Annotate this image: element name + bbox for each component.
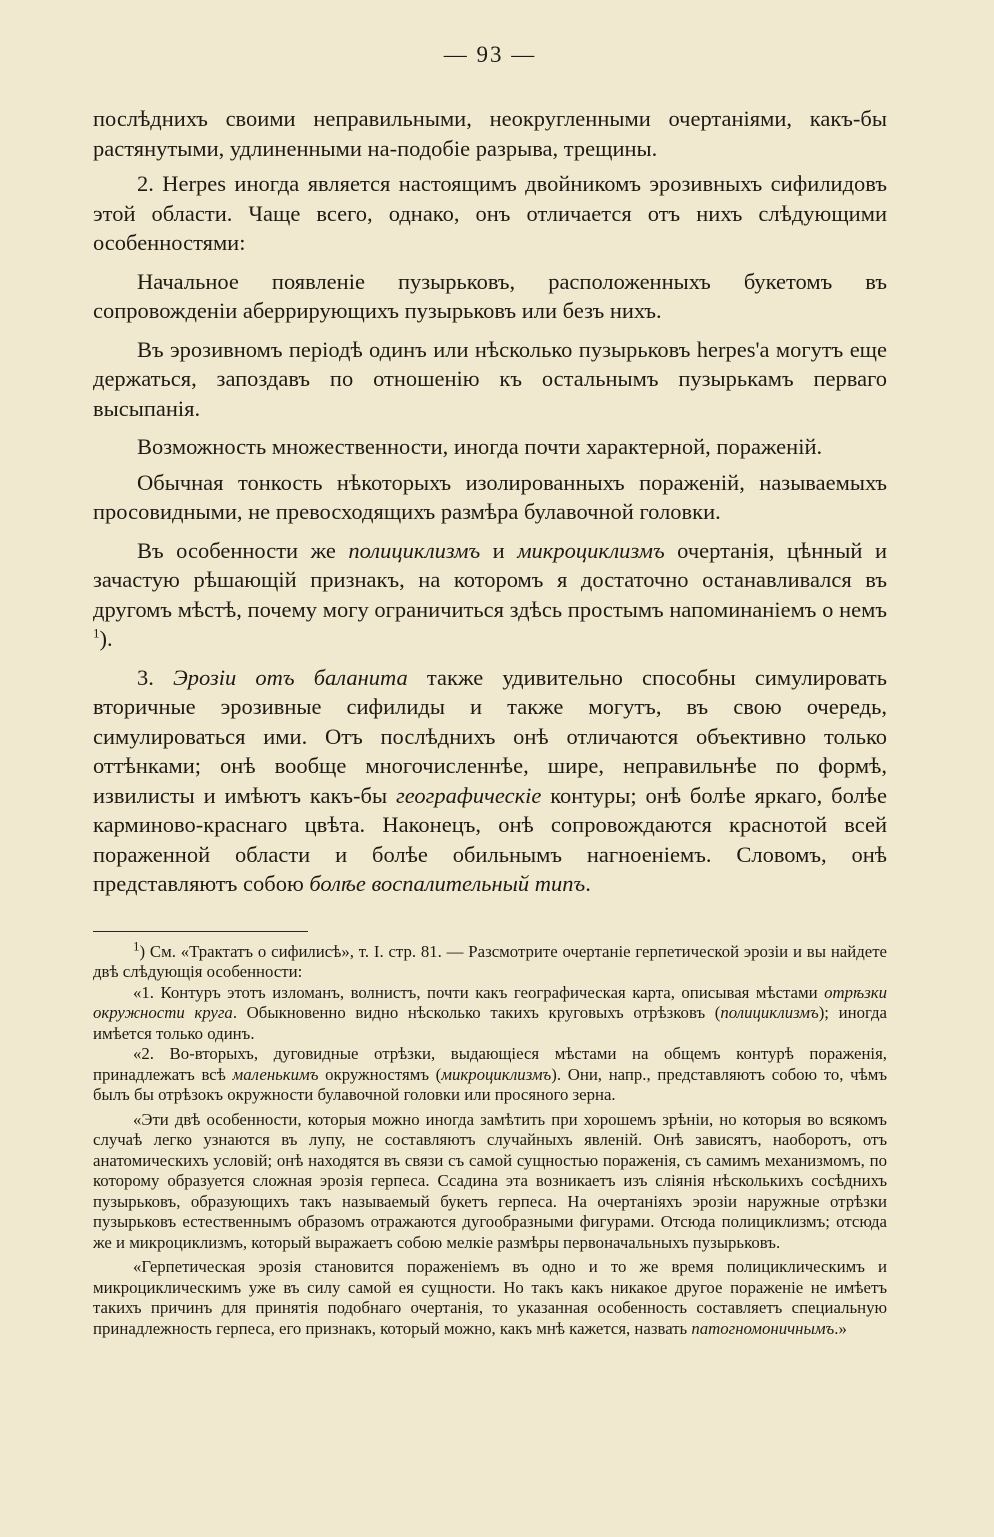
- text-run: очертанія, цѣнный и зачастую рѣшающій признакъ, на которомъ я достаточно останавливался въ другомъ мѣстѣ, почему могу ограничиться здѣсь простымъ напоминаніемъ о немъ: [93, 537, 887, 622]
- italic-term: микроциклизмъ: [517, 537, 665, 563]
- footnote-marker[interactable]: 1: [93, 625, 100, 641]
- paragraph-erosive-period: Въ эрозивномъ періодѣ одинъ или нѣсколько пузырьковъ herpes'а могутъ еще держаться, запоздавъ по отношенію къ остальнымъ пузырькамъ перваго высыпанія.: [93, 336, 887, 421]
- text-run: .: [585, 871, 591, 896]
- footnote-number: 1: [133, 937, 140, 953]
- italic-term: микроциклизмъ: [441, 1064, 552, 1084]
- footnote-divider: [93, 931, 308, 932]
- footnote-1: [93, 937, 887, 983]
- paragraph-multiplicity: Возможность множественности, иногда почти характерной, пораженій.: [137, 434, 823, 459]
- text-run: ).: [99, 626, 113, 651]
- text-run: ). Они, напр., представляютъ собою то, чѣмъ былъ бы отрѣзокъ окружности булавочной головки или просяного зерна.: [93, 1064, 887, 1104]
- paragraph-herpes: 2. Herpes иногда является настоящимъ двойникомъ эрозивныхъ сифилидовъ этой области. Чаще всего, однако, онъ отличается отъ нихъ слѣдующими особенностями:: [93, 171, 887, 255]
- page-number: — 93 —: [443, 42, 537, 67]
- text-run: и: [480, 537, 518, 563]
- footnote-paragraph-3: «Эти двѣ особенности, которыя можно иногда замѣтить при хорошемъ зрѣніи, но которыя во всякомъ случаѣ легко узнаются въ лупу, не составляютъ случайныхъ явленій. Онѣ зависятъ, наоборотъ, отъ анатомическихъ условій; онѣ находятся въ связи съ самой сущностью пораженія, съ самимъ механизмомъ, по которому образуется сложная эрозія герпеса. Ссадина эта возникаетъ изъ сліянія нѣсколькихъ сосѣднихъ пузырьковъ, образующихъ такъ называемый букетъ герпеса. На очертаніяхъ эрозіи наружные отрѣзки пузырьковъ естественнымъ образомъ отражаются дугообразными фигурами. Отсюда полициклизмъ; отсюда же и микроциклизмъ, который выражаетъ собою мелкіе размѣры первоначальныхъ пузырьковъ.: [93, 1109, 887, 1252]
- text-run: «2. Во-вторыхъ, дуговидные отрѣзки, выдающіеся мѣстами на общемъ контурѣ пораженія, принадлежатъ всѣ: [93, 1044, 887, 1084]
- text-run: ); иногда имѣется только одинъ.: [93, 1003, 887, 1043]
- text-run: также удивительно способны симулировать вторичные эрозивные сифилиды и также могутъ, въ свою очередь, симулироваться ими. Отъ послѣднихъ онѣ отличаются объективно только оттѣнками; онѣ вообще многочисленнѣе, шире, неправильнѣе по формѣ, извилисты и имѣютъ какъ-бы: [93, 664, 887, 808]
- paragraph-polycyclism: [93, 536, 887, 654]
- text-run: окружностямъ (: [318, 1064, 442, 1084]
- italic-term: полициклизмъ: [720, 1003, 819, 1022]
- italic-term: болѣе воспалительный типъ: [309, 871, 586, 896]
- text-run: 3.: [137, 664, 174, 690]
- paragraph-initial-appearance: Начальное появленіе пузырьковъ, расположенныхъ букетомъ въ сопровожденіи аберрирующихъ пузырьковъ или безъ нихъ.: [93, 268, 887, 323]
- italic-term: Эрозіи отъ баланита: [173, 664, 408, 690]
- italic-term: маленькимъ: [232, 1064, 319, 1084]
- paragraph-continuation: послѣднихъ своими неправильными, неокругленными очертаніями, какъ-бы растянутыми, удлиненными на-подобіе разрыва, трещины.: [93, 106, 887, 161]
- italic-term: отрѣзки окружности круга: [93, 982, 887, 1022]
- main-text: [93, 104, 887, 899]
- footnote-point-2: [93, 1044, 887, 1106]
- footnote-point-1: [93, 983, 887, 1045]
- footnotes: [93, 937, 887, 1340]
- paragraph-balanitis: [93, 663, 887, 899]
- paragraph-thinness: Обычная тонкость нѣкоторыхъ изолированныхъ пораженій, называемыхъ просовидными, не превосходящихъ размѣра булавочной головки.: [93, 469, 887, 524]
- text-run: Въ особенности же: [137, 537, 349, 563]
- text-run: . Обыкновенно видно нѣсколько такихъ круговыхъ отрѣзковъ (: [232, 1003, 721, 1022]
- italic-term: географическіе: [395, 782, 542, 808]
- italic-term: патогномоничнымъ: [691, 1318, 835, 1338]
- text-run: ) См. «Трактатъ о сифилисѣ», т. I. стр. 81. — Разсмотрите очертаніе герпетической эрозіи и вы найдете двѣ слѣдующія особенности:: [93, 941, 887, 981]
- text-run: «1. Контуръ этотъ изломанъ, волнистъ, почти какъ географическая карта, описывая мѣстами: [133, 982, 825, 1002]
- italic-term: полициклизмъ: [348, 537, 481, 563]
- text-run: .»: [834, 1318, 847, 1338]
- text-run: контуры; онѣ болѣе яркаго, болѣе карминово-краснаго цвѣта. Наконецъ, онѣ сопровождаются краснотой всей пораженной области и болѣе обильнымъ нагноеніемъ. Словомъ, онѣ представляютъ собою: [93, 782, 887, 896]
- footnote-paragraph-4: [93, 1257, 887, 1339]
- text-run: «Герпетическая эрозія становится пораженіемъ въ одно и то же время полициклическимъ и микроциклическимъ уже въ силу самой ея сущности. Но такъ какъ никакое другое пораженіе не имѣетъ такихъ причинъ для принятія подобнаго очертанія, то указанная особенность составляетъ специальную принадлежность герпеса, его признакъ, который можно, какъ мнѣ кажется, назвать: [93, 1257, 887, 1338]
